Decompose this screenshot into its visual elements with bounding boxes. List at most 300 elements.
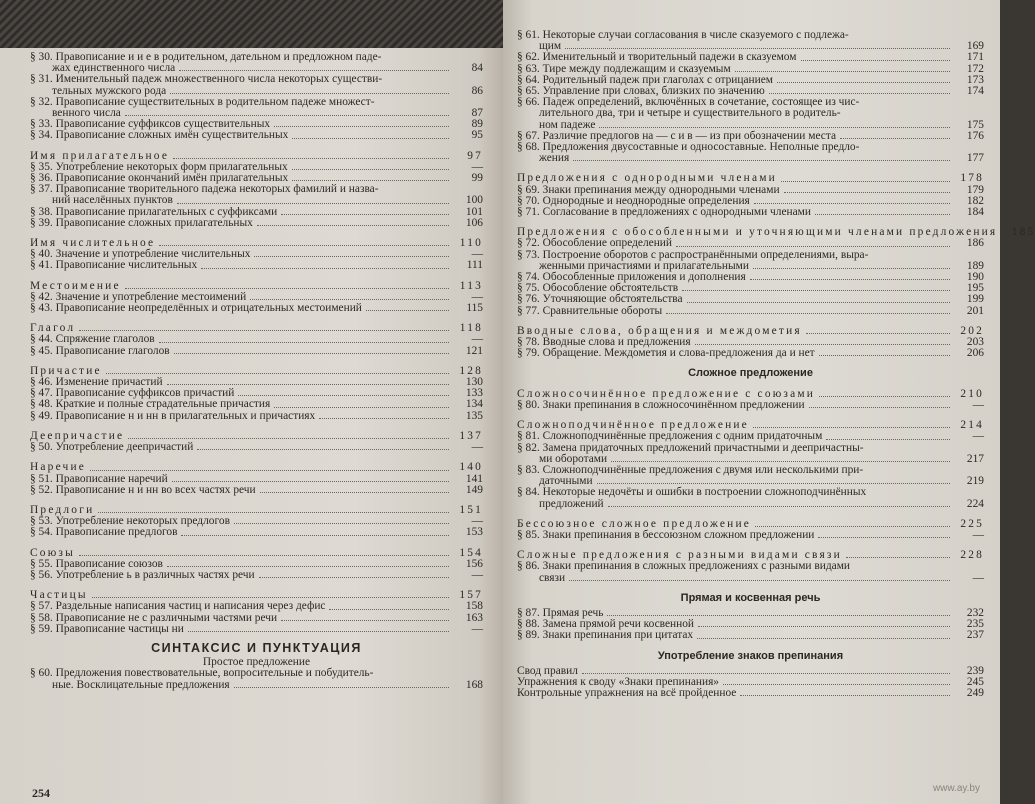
toc-page-number: 87 [471,107,483,120]
toc-entry-title: тельных мужского рода [52,84,167,97]
section-title: Предлоги [30,503,95,516]
toc-entry-text [517,97,954,131]
dot-leader [98,512,449,513]
toc-entry-line: § 60. Предложения повествовательные, вопросительные и побудитель- [30,667,374,680]
toc-entry-text [517,443,954,465]
toc-entry [517,52,984,63]
toc-entry-title: § 77. Сравнительные обороты [517,304,663,317]
dot-leader [697,638,950,639]
dot-leader [753,427,950,428]
toc-entry-title: § 40. Значение и употребление числительных [30,248,251,261]
toc-page-number: — [471,290,483,303]
dot-leader [260,492,449,493]
toc-entry-text [30,260,453,271]
toc-entry [517,431,984,442]
toc-entry-text [517,487,954,509]
toc-entry-title: ном падеже [539,118,596,131]
toc-entry-text [517,294,954,305]
toc-entry [30,668,483,690]
toc-entry-text [517,142,954,164]
dot-leader [292,169,449,170]
toc-page-number: 135 [465,409,483,422]
toc-entry-line [30,527,453,538]
dot-leader [735,71,950,72]
toc-entry-line [517,630,954,641]
toc-entry-line [517,530,954,541]
background-fabric [0,0,503,48]
toc-entry [30,527,483,538]
toc-page-number: 186 [966,237,984,250]
toc-entry-text [30,52,453,74]
toc-entry-text [517,688,954,699]
toc-entry [30,334,483,345]
toc-entry-title: § 52. Правописание н и нн во всех частях речи [30,483,256,496]
toc-entry-line: § 84. Некоторые недочёты и ошибки в построении сложноподчинённых [517,486,867,499]
toc-page-number: 202 [960,324,984,337]
toc-entry [517,294,984,305]
toc-page-number: 185 [1011,226,1035,239]
toc-entry-line [30,624,453,635]
toc-page-number: 156 [465,557,483,570]
toc-page-number: 86 [471,84,483,97]
toc-entry [30,570,483,581]
dot-leader [159,342,449,343]
right-page [503,0,1035,804]
dot-leader [159,245,449,246]
toc-page-number: 134 [465,398,483,411]
toc-entry-line: § 82. Замена придаточных предложений причастными и деепричастны- [517,441,864,454]
toc-page-number: 130 [465,376,483,389]
dot-leader [106,373,449,374]
toc-entry-line [517,207,954,218]
toc-entry-line [30,570,453,581]
dot-leader [840,138,950,139]
toc-entry [517,142,984,164]
toc-entry-text [517,238,954,249]
toc-entry-text [30,527,453,538]
toc-page-number: 99 [471,172,483,185]
dot-leader [753,268,950,269]
toc-entry-text [517,530,954,541]
toc-entry-title: § 33. Правописание суффиксов существительных [30,118,271,131]
toc-entry [30,442,483,453]
toc-entry [30,601,483,612]
dot-leader [777,82,950,83]
toc-entry [30,303,483,314]
toc-page-number: 128 [459,364,483,377]
toc-page-number: 203 [966,336,984,349]
toc-entry-title: § 74. Обособленные приложения и дополнения [517,271,746,284]
toc-page-number: — [471,333,483,346]
toc-page-number: 206 [966,347,984,360]
toc-page-number: 157 [459,589,483,602]
section-title: Причастие [30,364,102,377]
dot-leader [234,523,449,524]
toc-page-number: 199 [966,293,984,306]
toc-left [30,52,483,691]
toc-entry-title: § 50. Употребление деепричастий [30,441,194,454]
toc-page-number: 84 [471,62,483,75]
dot-leader [755,526,950,527]
toc-page-number: 219 [966,475,984,488]
toc-page-number: 158 [465,600,483,613]
toc-entry-title: § 59. Правописание частицы ни [30,622,184,635]
toc-entry-title: § 45. Правописание глаголов [30,344,170,357]
toc-entry-text [30,218,453,229]
toc-entry [30,52,483,74]
toc-entry-line [30,303,453,314]
dot-leader [366,310,449,311]
toc-entry-title: Свод правил [517,664,578,677]
toc-entry-title: § 51. Правописание наречий [30,472,168,485]
dot-leader [676,246,950,247]
dot-leader [819,355,950,356]
toc-entry-title: § 56. Употребление ь в различных частях речи [30,568,255,581]
toc-page-number: 137 [459,429,483,442]
dot-leader [201,268,449,269]
toc-page-number: 232 [966,606,984,619]
toc-entry-title: § 57. Раздельные написания частиц и написания через дефис [30,600,326,613]
toc-entry-text [517,465,954,487]
toc-entry [517,30,984,52]
toc-entry-title: § 38. Правописание прилагательных с суффиксами [30,205,278,218]
section-title: Наречие [30,461,87,474]
toc-page-number: 249 [966,687,984,700]
toc-entry-title: жения [539,152,570,165]
toc-entry-title: § 44. Спряжение глаголов [30,333,155,346]
toc-entry-line: § 31. Именительный падеж множественного числа некоторых существи- [30,73,383,86]
toc-entry-title: жах единственного числа [52,62,176,75]
dot-leader [687,302,950,303]
toc-entry-title: § 81. Сложноподчинённые предложения с одним придаточным [517,430,823,443]
toc-entry [517,250,984,272]
toc-entry-line [30,195,453,206]
toc-entry-text [517,630,954,641]
toc-entry-line [517,294,954,305]
dot-leader [599,127,950,128]
toc-page-number: 149 [465,483,483,496]
toc-entry-title: § 65. Управление при словах, близких по значению [517,85,765,98]
dot-leader [846,557,950,558]
toc-page-number: 115 [466,302,483,315]
toc-page-number: 100 [465,194,483,207]
dot-leader [784,192,950,193]
dot-leader [695,344,950,345]
toc-entry-text [30,442,453,453]
dot-leader [781,181,950,182]
dot-leader [125,288,449,289]
toc-entry-title: § 78. Вводные слова и предложения [517,336,691,349]
dot-leader [740,695,950,696]
toc-entry [517,306,984,317]
toc-entry [30,130,483,141]
section-title: Частицы [30,589,88,602]
toc-page-number: — [471,160,483,173]
toc-entry-line [30,218,453,229]
dot-leader [274,407,449,408]
section-title: Имя числительное [30,237,156,250]
toc-entry-text [30,485,453,496]
dot-leader [281,214,449,215]
toc-page-number: 210 [960,387,984,400]
toc-page-number: — [471,568,483,581]
toc-page-number: 121 [465,344,483,357]
toc-entry-line [517,238,954,249]
toc-page-number: 195 [966,282,984,295]
dot-leader [723,684,950,685]
toc-entry [30,260,483,271]
toc-entry-title: § 58. Правописание не с различными частями речи [30,611,278,624]
dot-leader [234,687,449,688]
toc-entry-title: § 72. Обособление определений [517,237,672,250]
toc-entry-line [30,334,453,345]
toc-entry-title: § 34. Правописание сложных имён существительных [30,129,289,142]
toc-page-number: 140 [459,461,483,474]
toc-entry-title: § 79. Обращение. Междометия и слова-предложения да и нет [517,347,815,360]
toc-entry-line [517,688,954,699]
dot-leader [292,138,449,139]
toc-entry-title: даточными [539,475,593,488]
toc-entry-title: предложений [539,497,604,510]
dot-leader [769,93,950,94]
toc-entry-title: § 47. Правописание суффиксов причастий [30,387,235,400]
toc-page-number: 171 [966,51,984,64]
toc-entry-line [517,153,954,164]
toc-entry [517,530,984,541]
toc-page-number: 106 [465,216,483,229]
toc-entry [30,184,483,206]
toc-entry-title: ний населённых пунктов [52,194,173,207]
toc-entry-text [517,348,954,359]
toc-entry-line [30,130,453,141]
chapter-heading: Употребление знаков препинания [657,649,844,662]
toc-entry [30,485,483,496]
toc-entry-text [30,346,453,357]
dot-leader [666,313,950,314]
page-number: 254 [32,786,50,800]
toc-page-number: — [471,441,483,454]
toc-entry [30,411,483,422]
toc-entry [517,97,984,131]
toc-page-number: — [972,528,984,541]
dot-leader [698,626,950,627]
dot-leader [597,483,950,484]
toc-entry-title: Упражнения к своду «Знаки препинания» [517,675,719,688]
dot-leader [815,214,950,215]
toc-page-number: 110 [459,237,483,250]
toc-entry [517,465,984,487]
toc-entry-title: § 76. Уточняющие обстоятельства [517,293,683,306]
dot-leader [167,566,449,567]
toc-page-number: 101 [465,205,483,218]
toc-entry-line: § 86. Знаки препинания в сложных предложениях с разными видами [517,560,850,573]
toc-page-number: 190 [966,271,984,284]
section-title: Глагол [30,322,76,335]
toc-entry-text [517,561,954,583]
dot-leader [125,115,449,116]
toc-entry [30,218,483,229]
toc-right [517,29,1035,700]
dot-leader [573,160,950,161]
toc-entry-title: § 63. Тире между подлежащим и сказуемым [517,62,731,75]
toc-entry [517,348,984,359]
dot-leader [329,609,449,610]
toc-entry-line: § 61. Некоторые случаи согласования в числе сказуемого с подлежа- [517,29,849,41]
dot-leader [177,203,449,204]
dot-leader [565,48,950,49]
toc-entry-title: § 64. Родительный падеж при глаголах с отрицанием [517,73,774,86]
toc-page-number: 172 [966,62,984,75]
dot-leader [274,126,449,127]
toc-entry-title: ми оборотами [539,452,608,465]
dot-leader [79,555,449,556]
toc-page-number: 169 [966,40,984,53]
toc-entry-text [30,668,453,690]
toc-entry-title: женными причастиями и прилагательными [539,259,749,272]
toc-page-number: 151 [459,503,483,516]
toc-page-number: — [972,571,984,584]
dot-leader [819,396,950,397]
toc-page-number: 182 [966,194,984,207]
toc-page-number: 133 [465,387,483,400]
toc-entry-title: § 70. Однородные и неоднородные определения [517,194,750,207]
toc-page-number: — [471,515,483,528]
toc-entry-line [30,680,453,691]
toc-entry-text [30,97,453,119]
toc-entry-line [517,306,954,317]
toc-entry [517,561,984,583]
dot-leader [319,418,449,419]
toc-page-number: 154 [459,546,483,559]
toc-entry-text [30,399,453,410]
dot-leader [754,203,950,204]
toc-entry-title: § 67. Различие предлогов на — с и в — из при обозначении места [517,129,837,142]
toc-page-number: — [471,248,483,261]
toc-page-number: 177 [966,152,984,165]
section-title: Союзы [30,546,75,559]
toc-entry [517,238,984,249]
toc-page-number: 175 [966,118,984,131]
toc-entry-text [30,570,453,581]
toc-entry-title: § 71. Согласование в предложениях с однородными членами [517,206,811,219]
toc-page-number: 97 [467,149,483,162]
toc-entry [517,207,984,218]
toc-entry-title: § 35. Употребление некоторых форм прилагательных [30,160,288,173]
toc-section-heading [517,173,984,184]
toc-entry-text [30,334,453,345]
toc-entry-text [517,250,954,272]
toc-entry-text [30,624,453,635]
toc-entry-title: щим [539,40,562,53]
dot-leader [281,620,449,621]
toc-section-heading [30,462,483,473]
toc-entry-title: Контрольные упражнения на всё пройденное [517,687,737,700]
toc-entry-text [517,400,954,411]
toc-entry-line: § 30. Правописание и и е в родительном, дательном и предложном паде- [30,51,382,63]
toc-entry-line [30,442,453,453]
toc-entry-text [517,431,954,442]
section-title: Сложносочинённое предложение с союзами [517,387,816,400]
toc-entry-line: § 66. Падеж определений, включённых в сочетание, состоящее из чис- [517,96,860,109]
watermark: www.ay.by [932,783,980,794]
toc-entry-text [517,207,954,218]
toc-page-number: 168 [465,678,483,691]
dot-leader [826,439,950,440]
toc-page-number: 153 [465,526,483,539]
toc-entry-line: § 68. Предложения двусоставные и односоставные. Неполные предло- [517,141,860,154]
toc-entry-line [30,399,453,410]
toc-entry-title: венного числа [52,107,121,120]
toc-entry-title: § 42. Значение и употребление местоимений [30,290,247,303]
toc-entry [30,346,483,357]
toc-entry-title: § 54. Правописание предлогов [30,526,178,539]
toc-entry-title: ные. Восклицательные предложения [52,678,230,691]
dot-leader [128,438,449,439]
section-title: Бессоюзное сложное предложение [517,517,751,530]
toc-entry-title: § 39. Правописание сложных прилагательных [30,216,253,229]
toc-page-number: 201 [966,304,984,317]
toc-entry-line: § 37. Правописание творительного падежа некоторых фамилий и назва- [30,183,379,196]
toc-entry-line [517,431,954,442]
left-page [0,0,503,804]
toc-entry-text [30,184,453,206]
toc-entry-line [30,411,453,422]
toc-page-number: 113 [459,279,483,292]
toc-page-number: 245 [966,675,984,688]
toc-page-number: 214 [960,419,984,432]
section-title: Предложения с однородными членами [517,172,777,185]
dot-leader [174,353,449,354]
toc-entry-text [30,130,453,141]
dot-leader [801,60,951,61]
toc-entry-text [30,601,453,612]
toc-page-number: 239 [966,664,984,677]
toc-entry-line [517,499,954,510]
dot-leader [181,535,449,536]
toc-entry [30,624,483,635]
toc-entry-title: § 41. Правописание числительных [30,259,198,272]
chapter-heading: Простое предложение [202,656,311,669]
toc-entry-text [30,74,453,96]
toc-entry-title: связи [539,571,566,584]
toc-entry-title: § 48. Краткие и полные страдательные причастия [30,398,271,411]
toc-page-number: 184 [966,206,984,219]
section-title: Вводные слова, обращения и междометия [517,324,802,337]
toc-page-number: — [972,398,984,411]
toc-entry-title: § 62. Именительный и творительный падежи в сказуемом [517,51,797,64]
toc-page-number: 176 [966,129,984,142]
section-title: Предложения с обособленными и уточняющими членами предложения [517,226,998,239]
toc-page-number: 174 [966,85,984,98]
toc-page-number: 111 [466,259,483,272]
dot-leader [188,631,449,632]
toc-entry-line [517,52,954,63]
toc-entry-title: § 46. Изменение причастий [30,376,163,389]
dot-leader [259,577,449,578]
dot-leader [90,470,449,471]
toc-entry-line [517,348,954,359]
toc-entry-text [30,303,453,314]
toc-entry-line [517,573,954,584]
dot-leader [607,615,950,616]
dot-leader [582,673,950,674]
toc-entry-title: § 69. Знаки препинания между однородными членами [517,183,780,196]
toc-page-number: — [471,622,483,635]
part-heading: СИНТАКСИС И ПУНКТУАЦИЯ [151,640,362,655]
toc-page-number: 237 [966,629,984,642]
toc-entry-line: § 73. Построение оборотов с распространёнными определениями, выра- [517,248,869,261]
toc-page-number: 189 [966,259,984,272]
